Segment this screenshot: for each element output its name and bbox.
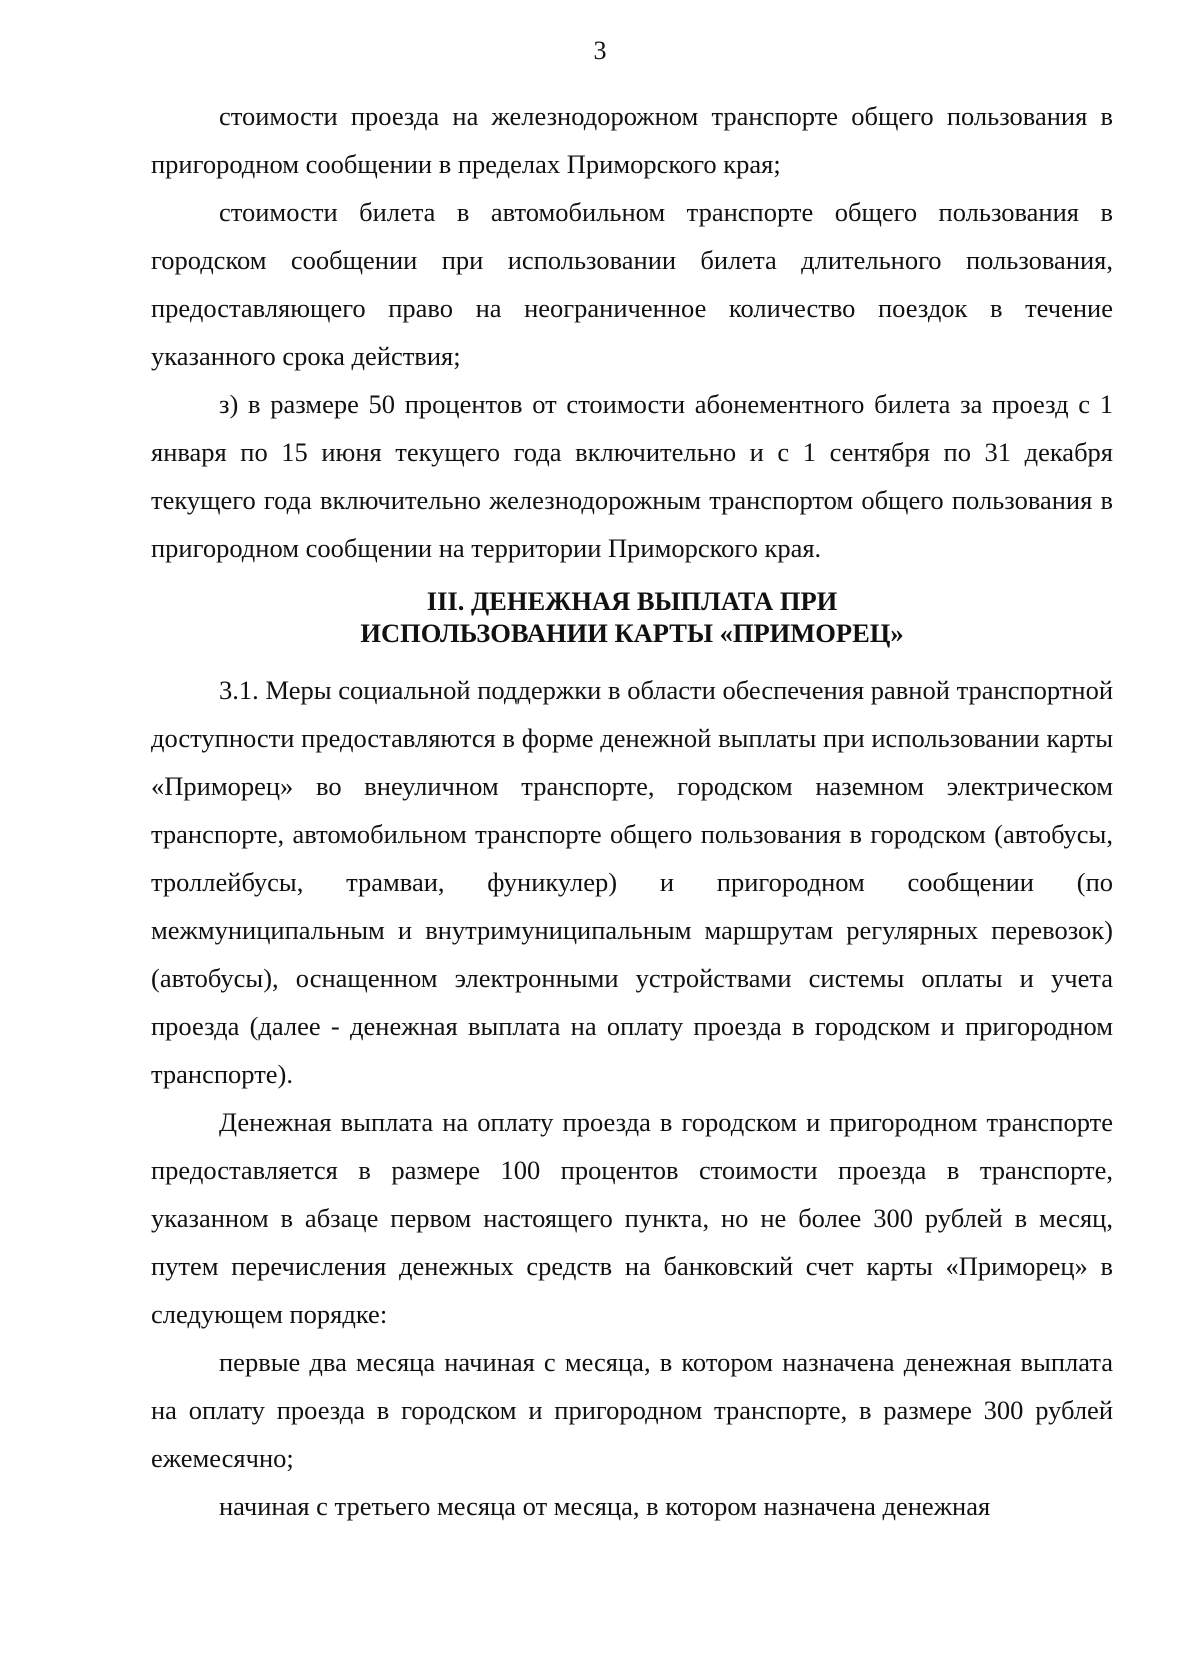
page-number: 3 [593,36,607,65]
paragraph: стоимости билета в автомобильном транспорте общего пользования в городском сообщении при использовании билета длительного пользования, предоставляющего право на неограниченное количество поездок в течение указанного срока действия; [151,197,1113,371]
text-block-top [151,92,1113,572]
paragraph: з) в размере 50 процентов от стоимости абонементного билета за проезд с 1 января по 15 июня текущего года включительно и с 1 сентября по 31 декабря текущего года включительно железнодорожным транспортом общего пользования в пригородном сообщении на территории Приморского края. [151,389,1113,563]
section-heading-line-2: ИСПОЛЬЗОВАНИИ КАРТЫ «ПРИМОРЕЦ» [360,618,904,648]
paragraph: Денежная выплата на оплату проезда в городском и пригородном транспорте предоставляется в размере 100 процентов стоимости проезда в транспорте, указанном в абзаце первом настоящего пункта, но не более 300 рублей в месяц, путем перечисления денежных средств на банковский счет карты «Приморец» в следующем порядке: [151,1107,1113,1329]
paragraph: стоимости проезда на железнодорожном транспорте общего пользования в пригородном сообщении в пределах Приморского края; [151,101,1113,179]
paragraph: начиная с третьего месяца от месяца, в котором назначена денежная [219,1491,991,1521]
paragraph: 3.1. Меры социальной поддержки в области обеспечения равной транспортной доступности предоставляются в форме денежной выплаты при использовании карты «Приморец» во внеуличном транспорте, городском наземном электрическом транспорте, автомобильном транспорте общего пользования в городском (автобусы, троллейбусы, трамваи, фуникулер) и пригородном сообщении (по межмуниципальным и внутримуниципальным маршрутам регулярных перевозок) (автобусы), оснащенном электронными устройствами системы оплаты и учета проезда (далее - денежная выплата на оплату проезда в городском и пригородном транспорте). [151,675,1113,1089]
paragraph: первые два месяца начиная с месяца, в котором назначена денежная выплата на оплату проезда в городском и пригородном транспорте, в размере 300 рублей ежемесячно; [151,1347,1113,1473]
text-block-bottom [151,666,1113,1530]
section-heading [151,585,1113,649]
section-heading-line-1: III. ДЕНЕЖНАЯ ВЫПЛАТА ПРИ [426,586,838,616]
